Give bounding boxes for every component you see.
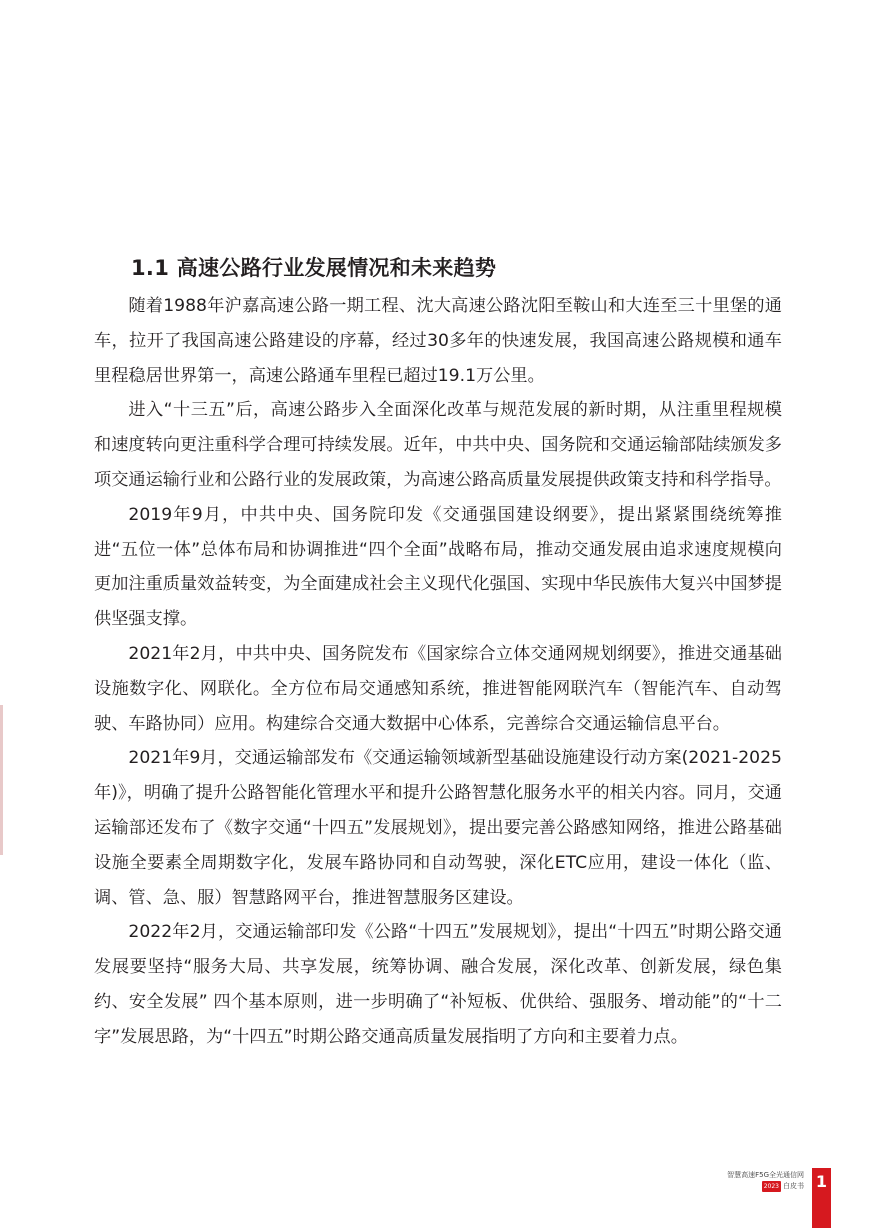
paragraph: 2021年9月，交通运输部发布《交通运输领域新型基础设施建设行动方案(2021-2025年)》，明确了提升公路智能化管理水平和提升公路智慧化服务水平的相关内容。同月，交通运输部还发布了《数字交通“十四五”发展规划》，提出要完善公路感知网络，推进公路基础设施全要素全周期数字化，发展车路协同和自动驾驶，深化ETC应用，建设一体化（监、调、管、急、服）智慧路网平台，推进智慧服务区建设。 — [94, 748, 782, 908]
footer-doc-type: 白皮书 — [783, 1182, 804, 1190]
paragraph: 2021年2月，中共中央、国务院发布《国家综合立体交通网规划纲要》，推进交通基础设施数字化、网联化。全方位布局交通感知系统，推进智能网联汽车（智能汽车、自动驾驶、车路协同）应用。构建综合交通大数据中心体系，完善综合交通运输信息平台。 — [94, 643, 782, 734]
paragraph: 2022年2月，交通运输部印发《公路“十四五”发展规划》，提出“十四五”时期公路交通发展要坚持“服务大局、共享发展，统筹协调、融合发展，深化改革、创新发展，绿色集约、安全发展” 四个基本原则，进一步明确了“补短板、优供给、强服务、增动能”的“十二字”发展思路，为“十四五”时期公路交通高质量发展指明了方向和主要着力点。 — [94, 922, 782, 1047]
footer-report-name: 智慧高速F5G全光通信网 — [727, 1171, 804, 1179]
year-badge: 2023 — [763, 1183, 779, 1190]
left-margin-accent — [0, 705, 3, 855]
footer-doc-line — [727, 1181, 804, 1192]
section-title: 1.1 高速公路行业发展情况和未来趋势 — [131, 256, 497, 280]
paragraph: 随着1988年沪嘉高速公路一期工程、沈大高速公路沈阳至鞍山和大连至三十里堡的通车，拉开了我国高速公路建设的序幕，经过30多年的快速发展，我国高速公路规模和通车里程稳居世界第一，高速公路通车里程已超过19.1万公里。 — [94, 296, 782, 386]
page-footer — [727, 1170, 804, 1192]
paragraph: 进入“十三五”后，高速公路步入全面深化改革与规范发展的新时期，从注重里程规模和速度转向更注重科学合理可持续发展。近年，中共中央、国务院和交通运输部陆续颁发多项交通运输行业和公路行业的发展政策，为高速公路高质量发展提供政策支持和科学指导。 — [94, 400, 782, 490]
page-number: 1 — [815, 1172, 828, 1191]
body-text — [94, 289, 782, 1055]
paragraph: 2019年9月，中共中央、国务院印发《交通强国建设纲要》，提出紧紧围绕统筹推进“五位一体”总体布局和协调推进“四个全面”战略布局，推动交通发展由追求速度规模向更加注重质量效益转变，为全面建成社会主义现代化强国、实现中华民族伟大复兴中国梦提供坚强支撑。 — [94, 504, 782, 630]
